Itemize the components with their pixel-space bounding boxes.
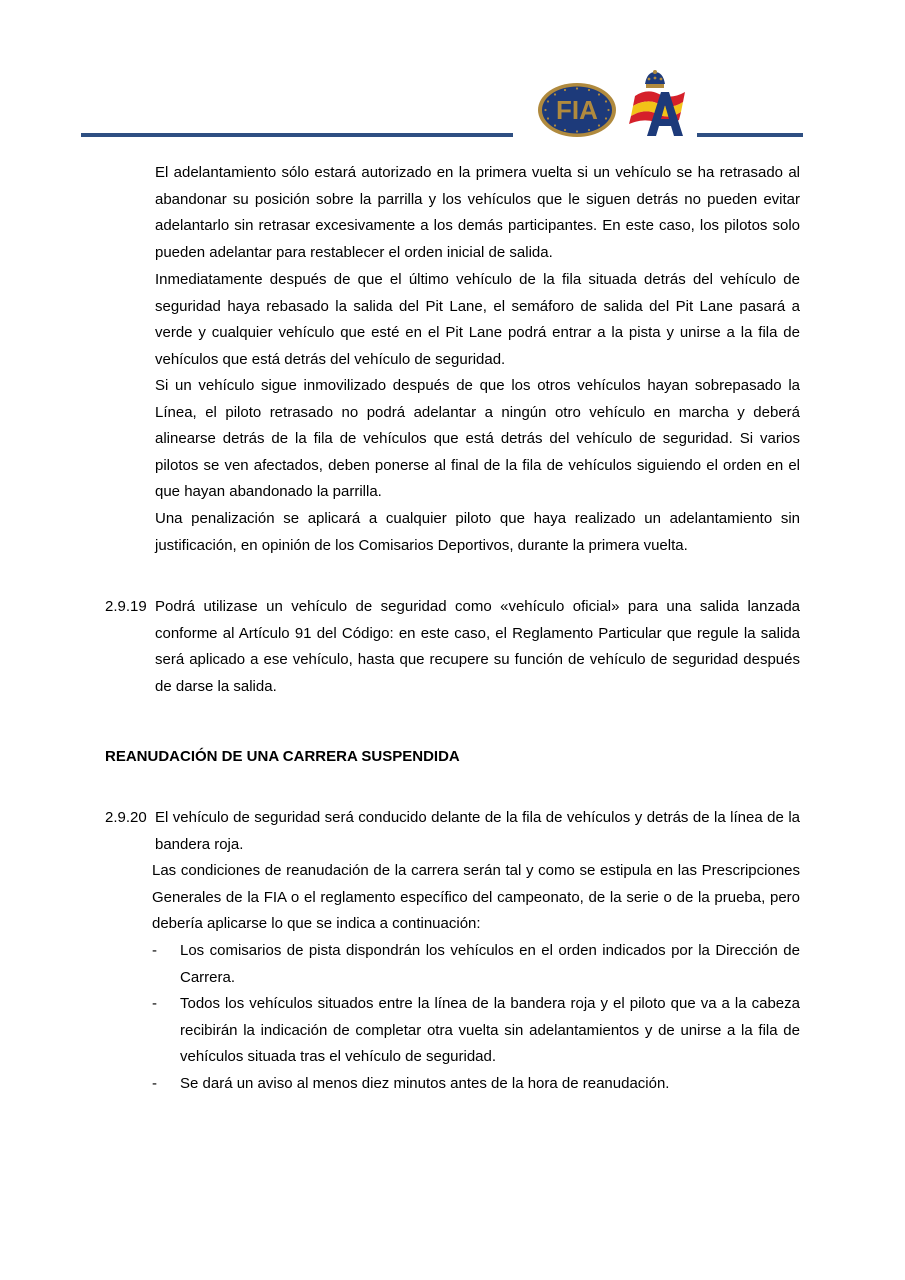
section-heading: REANUDACIÓN DE UNA CARRERA SUSPENDIDA [105, 748, 460, 765]
fia-logo [537, 82, 617, 138]
paragraph-restart-conditions: Las condiciones de reanudación de la carrera serán tal y como se estipula en las Prescripciones Generales de la FIA o el reglamento específico del campeonato, de la serie o de la prueba, pero debería aplicarse lo que se indica a continuación: [152, 862, 800, 933]
paragraph-stalled-vehicle: Si un vehículo sigue inmovilizado después de que los otros vehículos hayan sobrepasado la Línea, el piloto retrasado no podrá adelantar a ningún otro vehículo en marcha y deberá alinearse detrás de la fila de vehículos que está detrás del vehículo de seguridad. Si varios pilotos se ven afectados, deben ponerse al final de la fila de vehículos siguiendo el orden en el que hayan abandonado la parrilla. [155, 377, 800, 501]
article-text-2-9-20: El vehículo de seguridad será conducido delante de la fila de vehículos y detrás de la línea de la bandera roja. [155, 809, 800, 853]
bullet-dash: - [152, 1075, 157, 1092]
paragraph-pit-lane-exit: Inmediatamente después de que el último vehículo de la fila situada detrás del vehículo de seguridad haya rebasado la salida del Pit Lane, el semáforo de salida del Pit Lane pasará a verde y cualquier vehículo que esté en el Pit Lane podrá entrar a la pista y unirse a la fila de vehículos que está detrás del vehículo de seguridad. [155, 271, 800, 368]
paragraph-penalty: Una penalización se aplicará a cualquier piloto que haya realizado un adelantamiento sin justificación, en opinión de los Comisarios Deportivos, durante la primera vuelta. [155, 510, 800, 554]
article-number-2-9-20: 2.9.20 [105, 809, 147, 826]
header-rule-right [697, 133, 803, 137]
header-rule-left [81, 133, 513, 137]
bullet-dash: - [152, 995, 157, 1012]
fia-logo-text: FIA [556, 95, 598, 125]
rfeda-logo [625, 70, 689, 138]
article-text-2-9-19: Podrá utilizase un vehículo de seguridad como «vehículo oficial» para una salida lanzada conforme al Artículo 91 del Código: en este caso, el Reglamento Particular que regule la salida será aplicado a ese vehículo, hasta que recupere su función de vehículo de seguridad después de darse la salida. [155, 598, 800, 695]
bullet-item-warning: Se dará un aviso al menos diez minutos antes de la hora de reanudación. [180, 1075, 670, 1092]
crown-icon [645, 70, 665, 88]
article-number-2-9-19: 2.9.19 [105, 598, 147, 615]
page-header [0, 0, 905, 150]
bullet-item-extra-lap: Todos los vehículos situados entre la línea de la bandera roja y el piloto que va a la cabeza recibirán la indicación de completar otra vuelta sin adelantamientos y de unirse a la fila de vehículos situada tras el vehículo de seguridad. [180, 995, 800, 1066]
paragraph-overtaking-first-lap: El adelantamiento sólo estará autorizado en la primera vuelta si un vehículo se ha retrasado al abandonar su posición sobre la parrilla y los vehículos que le siguen detrás no pueden evitar adelantarlo sin retrasar excesivamente a los demás participantes. En este caso, los pilotos solo pueden adelantar para restablecer el orden inicial de salida. [155, 164, 800, 261]
bullet-item-marshals: Los comisarios de pista dispondrán los vehículos en el orden indicados por la Dirección de Carrera. [180, 942, 800, 986]
bullet-dash: - [152, 942, 157, 959]
